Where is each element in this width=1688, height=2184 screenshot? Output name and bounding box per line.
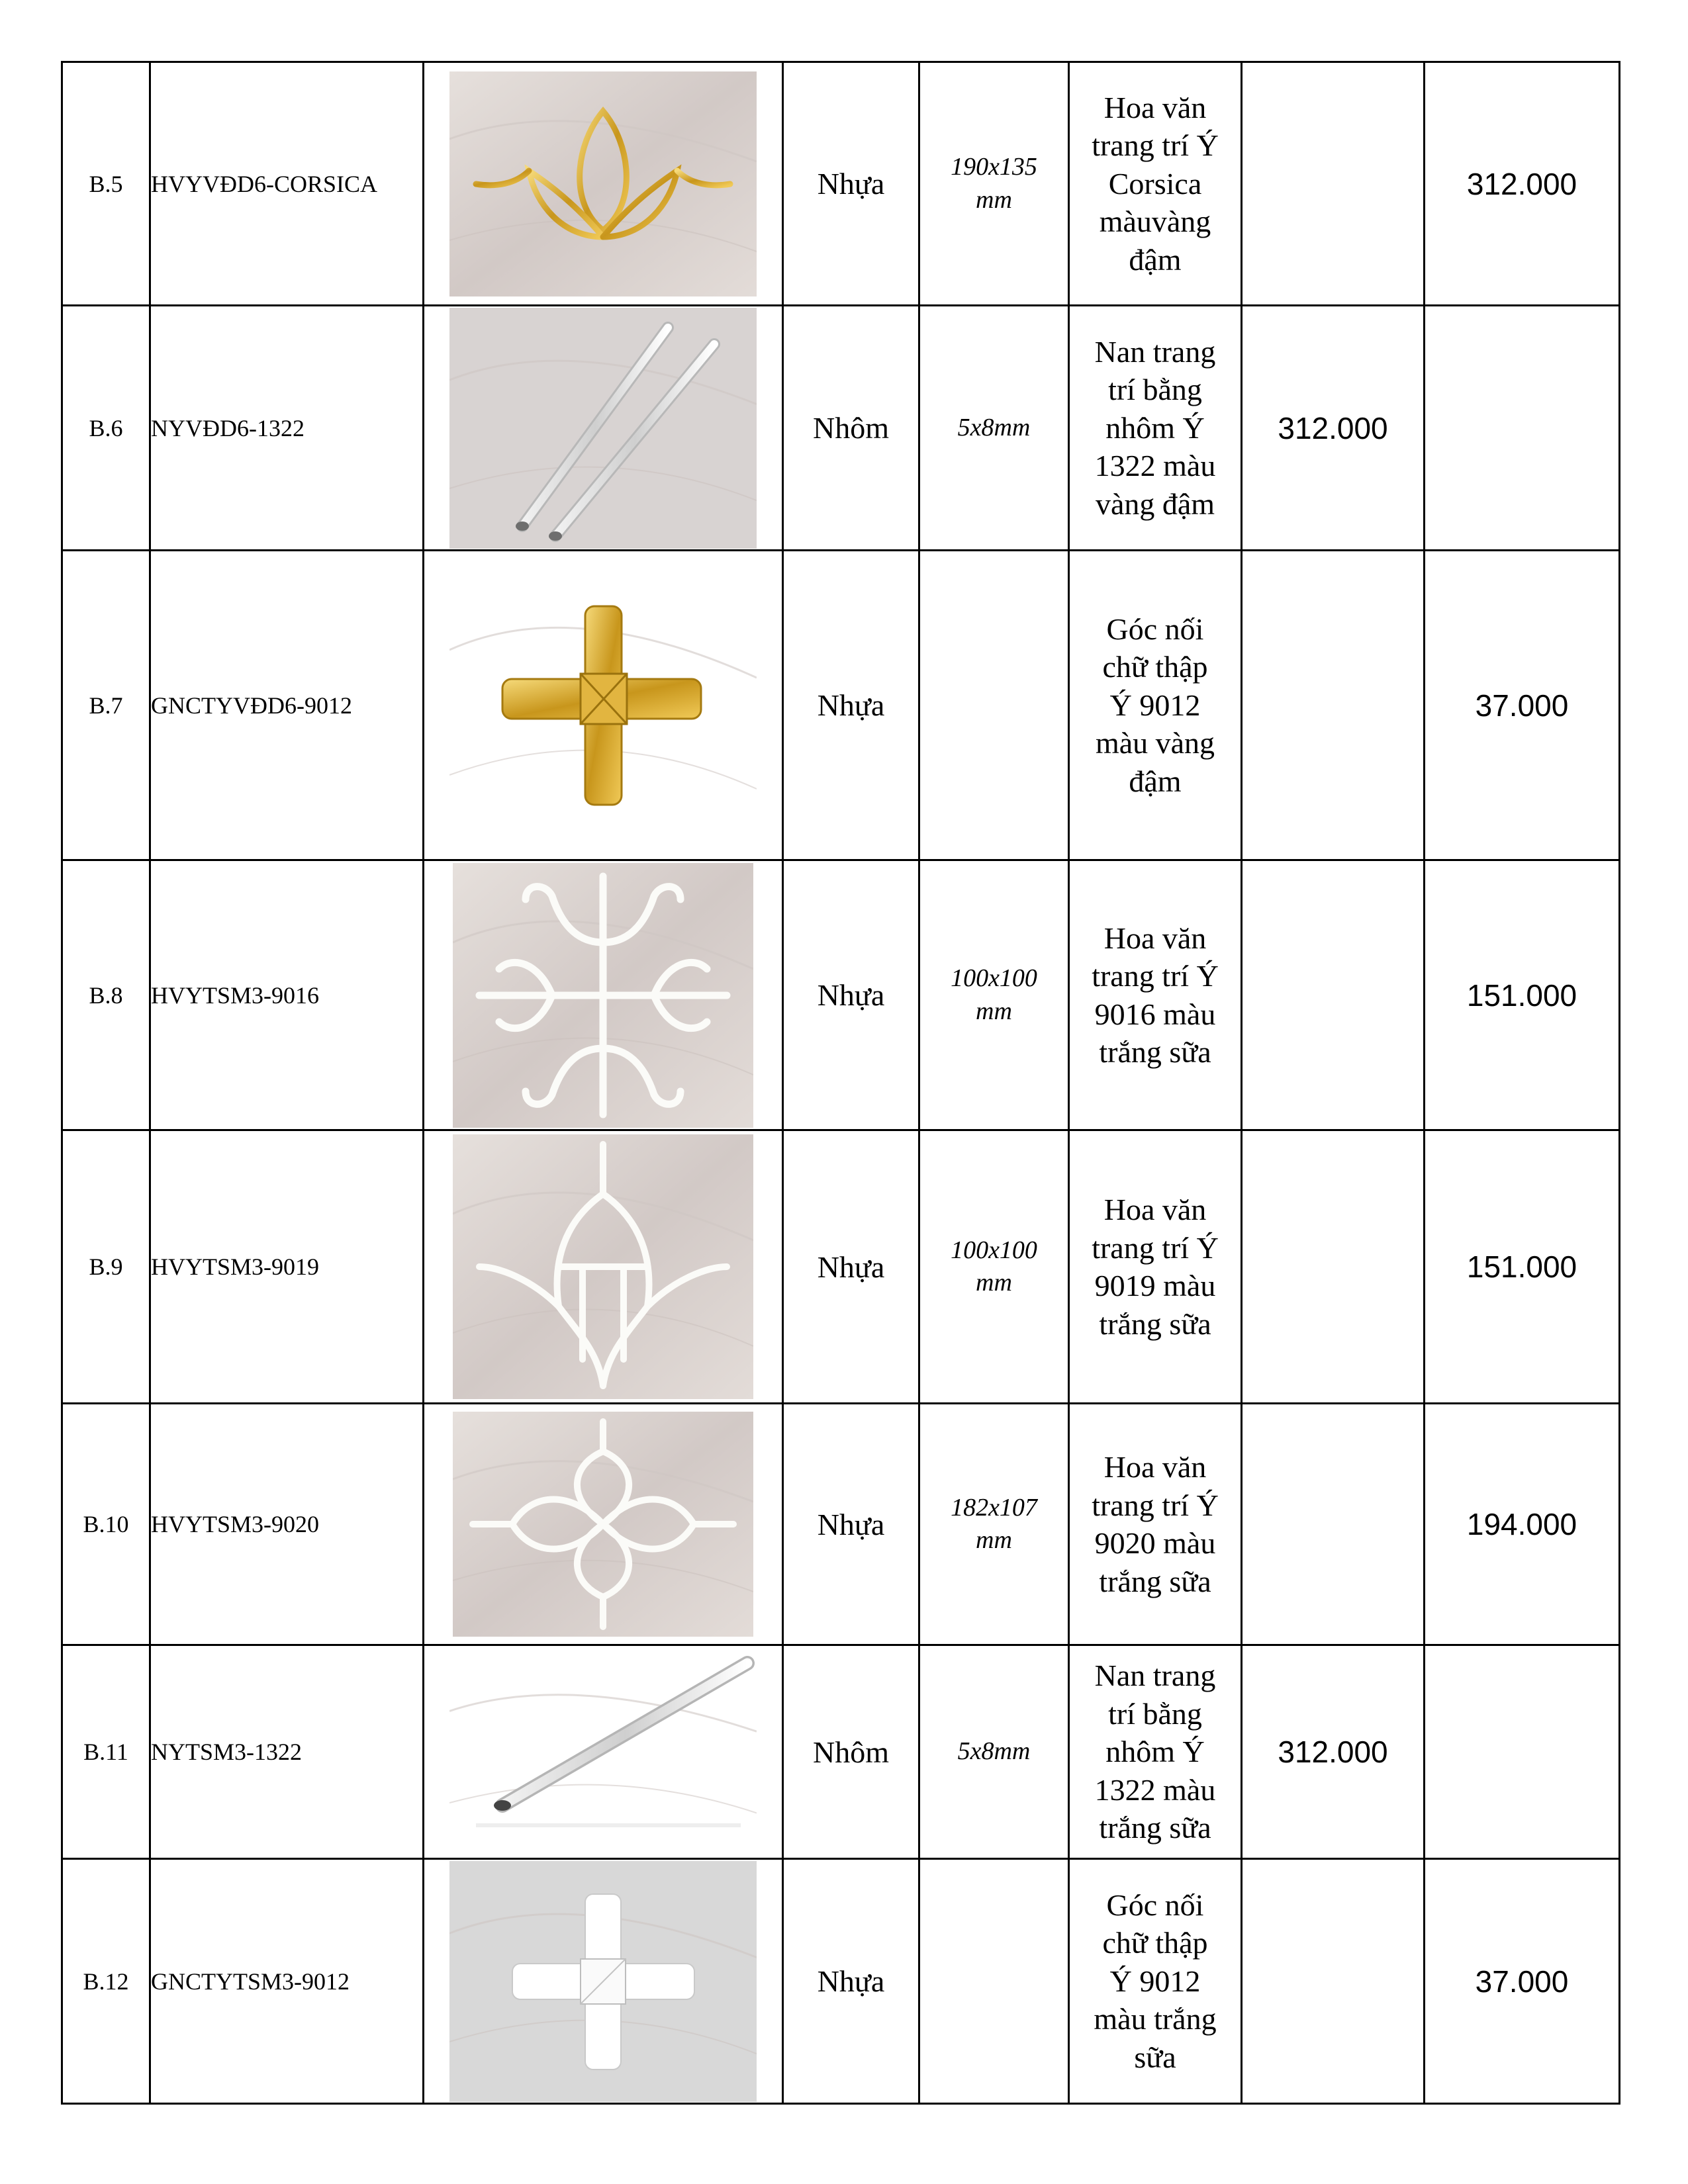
product-material: Nhựa bbox=[783, 1859, 919, 2104]
table-row bbox=[62, 1859, 1620, 2104]
product-description: Hoa văn trang trí Ý Corsica màuvàng đậm bbox=[1069, 62, 1242, 306]
product-description: Nan trang trí bằng nhôm Ý 1322 màu trắng sữa bbox=[1069, 1645, 1242, 1859]
product-sku: HVYTSM3-9019 bbox=[150, 1130, 424, 1404]
table-row bbox=[62, 1404, 1620, 1645]
product-code: B.8 bbox=[62, 860, 150, 1130]
product-price-b bbox=[1425, 1645, 1620, 1859]
table-row bbox=[62, 62, 1620, 306]
product-table bbox=[61, 61, 1620, 2105]
product-description: Góc nối chữ thập Ý 9012 màu trắng sữa bbox=[1069, 1859, 1242, 2104]
product-size: 182x107 mm bbox=[919, 1404, 1069, 1645]
product-description: Nan trang trí bằng nhôm Ý 1322 màu vàng đậm bbox=[1069, 306, 1242, 551]
product-price-b: 151.000 bbox=[1425, 860, 1620, 1130]
product-sku: HVYVĐD6-CORSICA bbox=[150, 62, 424, 306]
product-material: Nhôm bbox=[783, 1645, 919, 1859]
product-material: Nhựa bbox=[783, 62, 919, 306]
white-quatrefoil-ornament-image bbox=[453, 1412, 753, 1637]
gold-cross-connector-image bbox=[449, 567, 757, 844]
product-code: B.9 bbox=[62, 1130, 150, 1404]
product-material: Nhôm bbox=[783, 306, 919, 551]
product-price-a bbox=[1242, 860, 1425, 1130]
product-code: B.10 bbox=[62, 1404, 150, 1645]
product-description: Hoa văn trang trí Ý 9019 màu trắng sữa bbox=[1069, 1130, 1242, 1404]
gold-lotus-ornament-image bbox=[449, 71, 757, 296]
product-price-a bbox=[1242, 62, 1425, 306]
product-description: Góc nối chữ thập Ý 9012 màu vàng đậm bbox=[1069, 551, 1242, 860]
product-price-a bbox=[1242, 1130, 1425, 1404]
product-sku: GNCTYVĐD6-9012 bbox=[150, 551, 424, 860]
product-code: B.7 bbox=[62, 551, 150, 860]
table-row bbox=[62, 1130, 1620, 1404]
product-size: 5x8mm bbox=[919, 306, 1069, 551]
product-code: B.5 bbox=[62, 62, 150, 306]
product-size: 5x8mm bbox=[919, 1645, 1069, 1859]
product-price-b: 194.000 bbox=[1425, 1404, 1620, 1645]
product-image bbox=[424, 1859, 783, 2104]
product-material: Nhựa bbox=[783, 1130, 919, 1404]
table-row bbox=[62, 860, 1620, 1130]
product-image bbox=[424, 306, 783, 551]
product-image bbox=[424, 860, 783, 1130]
product-size: 100x100 mm bbox=[919, 1130, 1069, 1404]
product-image bbox=[424, 1645, 783, 1859]
product-material: Nhựa bbox=[783, 860, 919, 1130]
product-image bbox=[424, 1404, 783, 1645]
product-price-a bbox=[1242, 551, 1425, 860]
table-row bbox=[62, 551, 1620, 860]
product-price-b: 37.000 bbox=[1425, 551, 1620, 860]
white-cross-connector-image bbox=[449, 1861, 757, 2102]
product-price-a: 312.000 bbox=[1242, 1645, 1425, 1859]
product-image bbox=[424, 1130, 783, 1404]
product-size: 190x135 mm bbox=[919, 62, 1069, 306]
product-price-a: 312.000 bbox=[1242, 306, 1425, 551]
product-price-b: 151.000 bbox=[1425, 1130, 1620, 1404]
product-description: Hoa văn trang trí Ý 9016 màu trắng sữa bbox=[1069, 860, 1242, 1130]
product-image bbox=[424, 62, 783, 306]
product-code: B.11 bbox=[62, 1645, 150, 1859]
product-sku: NYTSM3-1322 bbox=[150, 1645, 424, 1859]
white-scroll-ornament-image bbox=[453, 863, 753, 1128]
product-image bbox=[424, 551, 783, 860]
product-code: B.6 bbox=[62, 306, 150, 551]
product-sku: NYVĐD6-1322 bbox=[150, 306, 424, 551]
product-price-a bbox=[1242, 1859, 1425, 2104]
product-code: B.12 bbox=[62, 1859, 150, 2104]
product-material: Nhựa bbox=[783, 551, 919, 860]
product-price-a bbox=[1242, 1404, 1425, 1645]
product-price-b bbox=[1425, 306, 1620, 551]
product-description: Hoa văn trang trí Ý 9020 màu trắng sữa bbox=[1069, 1404, 1242, 1645]
product-sku: GNCTYTSM3-9012 bbox=[150, 1859, 424, 2104]
product-material: Nhựa bbox=[783, 1404, 919, 1645]
product-sku: HVYTSM3-9016 bbox=[150, 860, 424, 1130]
product-sku: HVYTSM3-9020 bbox=[150, 1404, 424, 1645]
product-price-b: 312.000 bbox=[1425, 62, 1620, 306]
white-aluminum-bar-image bbox=[449, 1650, 757, 1854]
white-arch-ornament-image bbox=[453, 1134, 753, 1399]
product-size bbox=[919, 1859, 1069, 2104]
table-row bbox=[62, 306, 1620, 551]
product-size: 100x100 mm bbox=[919, 860, 1069, 1130]
product-price-b: 37.000 bbox=[1425, 1859, 1620, 2104]
table-row bbox=[62, 1645, 1620, 1859]
product-size bbox=[919, 551, 1069, 860]
gold-aluminum-bars-image bbox=[449, 308, 757, 549]
